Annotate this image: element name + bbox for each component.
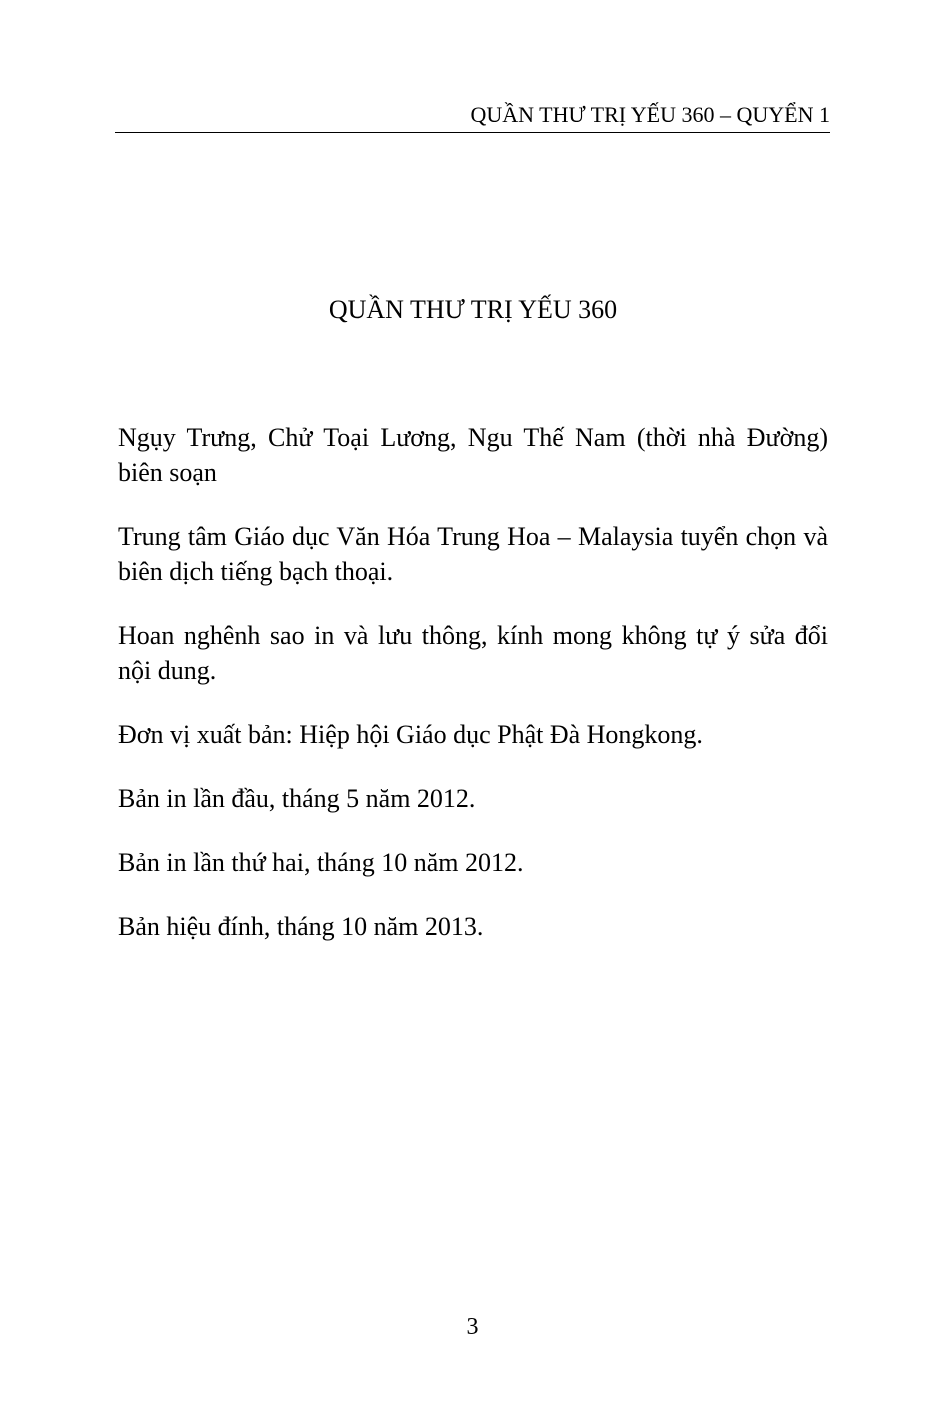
running-header: QUẦN THƯ TRỊ YẾU 360 – QUYỂN 1 xyxy=(115,102,830,133)
first-edition-paragraph: Bản in lần đầu, tháng 5 năm 2012. xyxy=(118,784,476,813)
second-edition-paragraph: Bản in lần thứ hai, tháng 10 năm 2012. xyxy=(118,848,524,877)
translation-paragraph: Trung tâm Giáo dục Văn Hóa Trung Hoa – Malaysia tuyển chọn và biên dịch tiếng bạch thoại. xyxy=(118,522,828,586)
publication-info xyxy=(118,420,828,973)
revised-edition-paragraph: Bản hiệu đính, tháng 10 năm 2013. xyxy=(118,912,484,941)
copyright-paragraph: Hoan nghênh sao in và lưu thông, kính mong không tự ý sửa đổi nội dung. xyxy=(118,621,828,685)
authors-paragraph: Ngụy Trưng, Chử Toại Lương, Ngu Thế Nam (thời nhà Đường) biên soạn xyxy=(118,423,828,487)
page-number: 3 xyxy=(466,1314,479,1340)
publisher-paragraph: Đơn vị xuất bản: Hiệp hội Giáo dục Phật Đà Hongkong. xyxy=(118,720,703,749)
book-title: QUẦN THƯ TRỊ YẾU 360 xyxy=(328,295,618,324)
